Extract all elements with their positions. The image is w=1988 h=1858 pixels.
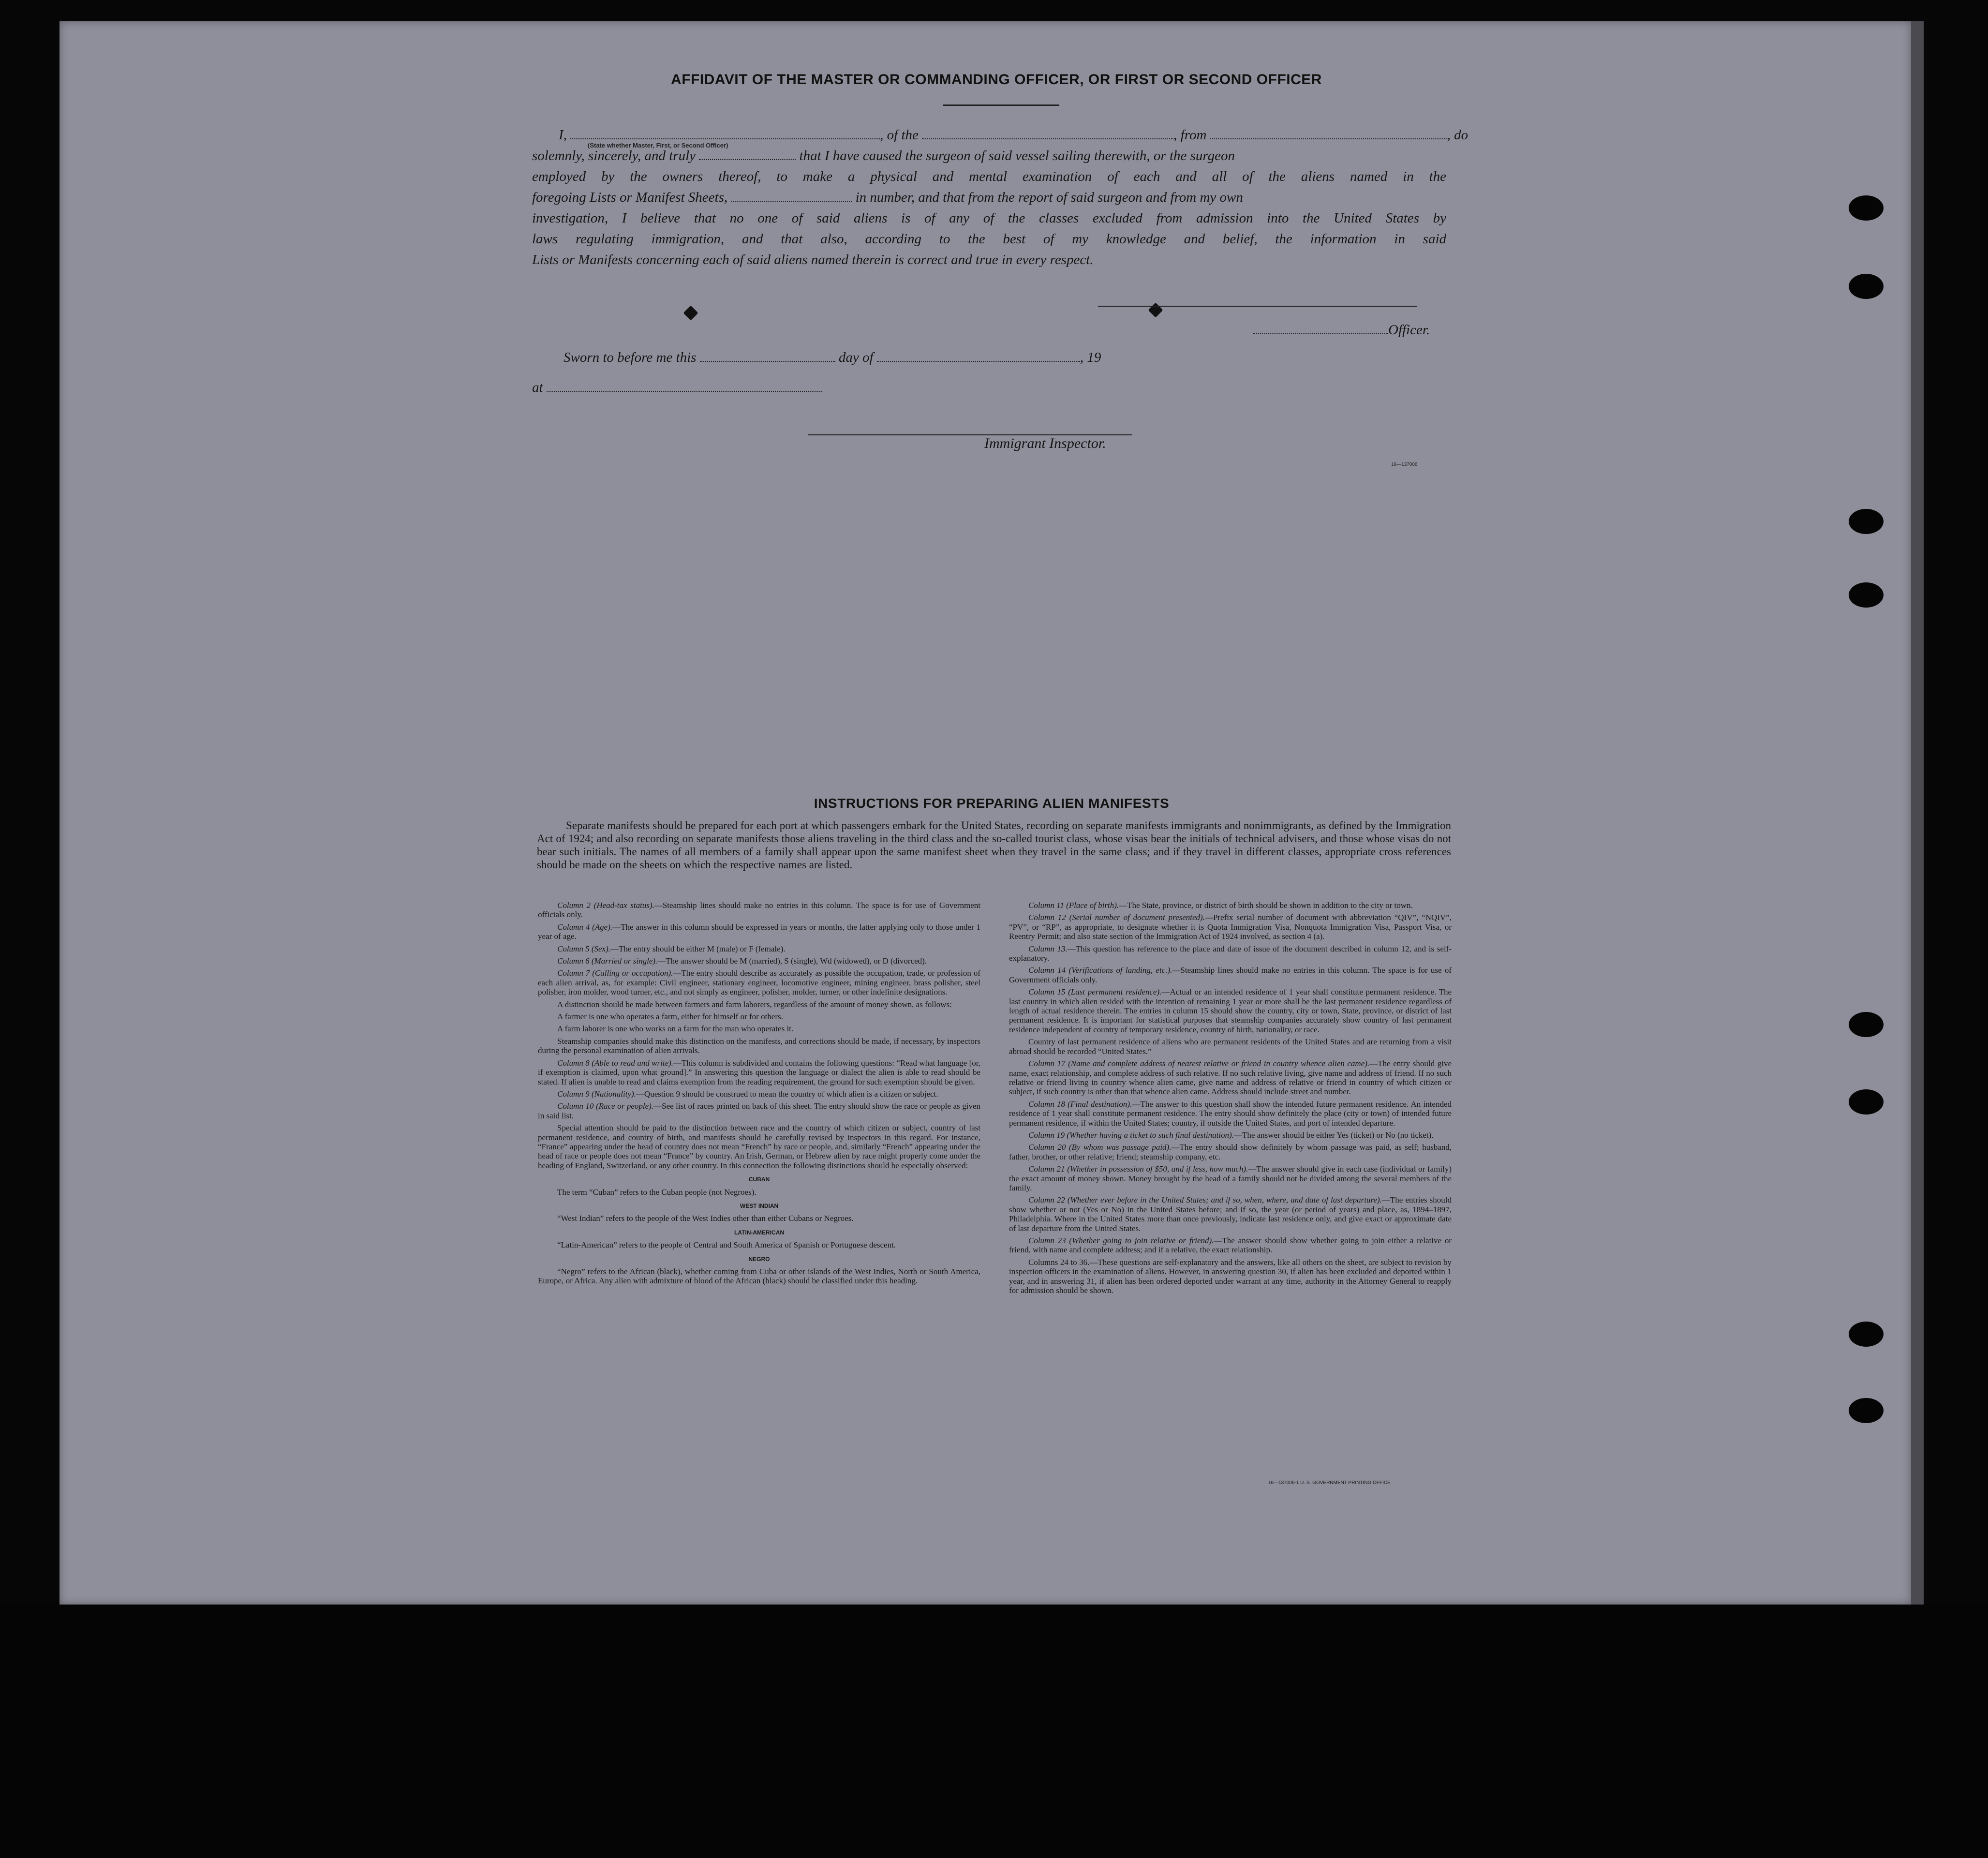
instruction-paragraph: Column 11 (Place of birth).—The State, province, or district of birth should be shown in addition to the city or town. xyxy=(1028,901,1413,910)
affidavit-line-4b: in number, and that from the report of said surgeon and from my own xyxy=(855,190,1243,205)
instruction-paragraph: Column 7 (Calling or occupation).—The entry should describe as accurately as possible the occupation, trade, or profession of each alien arrival, as, for example: Civil engineer, stationary engineer, locomotive engineer, mining engineer, brass polisher, steel polisher, iron molder, wood turner, etc., and not simply as engineer, polisher, molder, turner, or other indefinite designations. xyxy=(538,968,981,997)
instruction-paragraph: Column 2 (Head-tax status).—Steamship lines should make no entries in this column. The space is for use of Government officials only. xyxy=(538,901,981,920)
instruction-paragraph: A distinction should be made between farmers and farm laborers, regardless of the amount of money shown, as follows: xyxy=(557,999,952,1009)
affidavit-of-the: , of the xyxy=(880,127,919,143)
instructions-intro: Separate manifests should be prepared for each port at which passengers embark for the United States, recording on separate manifests immigrants and nonimmigrants, as defined by the Immigration Act of 1924; and also recording on separate manifests those aliens traveling in the third class and the so-called tourist class, whose visas bear the initials of technical advisers, and those whose visas do not bear such initials. The names of all members of a family shall appear upon the same manifest sheet when they travel in the same class; and if they travel in different classes, appropriate cross references should be made on the sheets on which the respective names are listed. xyxy=(537,819,1451,871)
affidavit-line-3: employed by the owners thereof, to make a physical and mental examination of each and all of the aliens named in the xyxy=(532,169,1446,184)
section-heading-cuban: CUBAN xyxy=(748,1176,770,1183)
section-heading-latin-american: LATIN-AMERICAN xyxy=(734,1229,785,1236)
instruction-paragraph: A farm laborer is one who works on a farm for the man who operates it. xyxy=(557,1024,794,1034)
instruction-paragraph: Column 5 (Sex).—The entry should be either M (male) or F (female). xyxy=(557,944,786,953)
sworn-place-blank[interactable] xyxy=(547,381,822,392)
instruction-paragraph: A farmer is one who operates a farm, either for himself or for others. xyxy=(557,1012,783,1022)
affidavit-line-5: investigation, I believe that no one of said aliens is of any of the classes excluded from admission into the United States by xyxy=(532,210,1446,226)
instructions-left-column xyxy=(538,901,980,1289)
punch-hole xyxy=(1849,1089,1884,1115)
sworn-month-blank[interactable] xyxy=(877,351,1080,362)
officer-rank-blank[interactable] xyxy=(570,129,880,139)
swear-blank[interactable] xyxy=(699,149,796,160)
instruction-paragraph: Column 9 (Nationality).—Question 9 should be construed to mean the country of which alien is a citizen or subject. xyxy=(557,1089,938,1099)
instruction-paragraph: Special attention should be paid to the distinction between race and the country of which citizen or subject, country of last permanent residence, and country of birth, and manifests should be carefully revised by inspectors in this regard. For instance, “France” appearing under the head of country does not mean “French” by race or people, and, similarly “French” appearing under the head of race or people does not mean “France” by country. An Irish, German, or Hebrew alien by race might properly come under the heading of England, Switzerland, or any other country. In this connection the following distinctions should be especially observed: xyxy=(538,1123,980,1170)
sheet-edge-shadow xyxy=(1911,21,1924,1605)
punch-hole xyxy=(1849,195,1884,221)
instruction-paragraph: Column 23 (Whether going to join relative or friend).—The answer should show whether going to join either a relative or friend, with name and complete address; and if a relative, the exact relationship. xyxy=(1009,1236,1452,1255)
affidavit-title: AFFIDAVIT OF THE MASTER OR COMMANDING OFFICER, OR FIRST OR SECOND OFFICER xyxy=(671,72,1322,88)
instruction-paragraph: “West Indian” refers to the people of the West Indies other than either Cubans or Negroes. xyxy=(557,1214,854,1223)
instruction-paragraph: Column 13.—This question has reference to the place and date of issue of the document described in column 12, and is self-explanatory. xyxy=(1009,944,1452,963)
punch-hole xyxy=(1849,1322,1884,1347)
instruction-paragraph: Column 19 (Whether having a ticket to such final destination).—The answer should be either Yes (ticket) or No (no ticket). xyxy=(1028,1130,1434,1140)
sworn-row xyxy=(564,350,1101,366)
instruction-paragraph: Column 6 (Married or single).—The answer should be M (married), S (single), Wd (widowed), or D (divorced). xyxy=(557,956,927,966)
affidavit-from: , from xyxy=(1173,127,1207,143)
instruction-paragraph: Column 8 (Able to read and write).—This column is subdivided and contains the following questions: “Read what language [or, if exemption is claimed, upon what ground].” In answering this question the language or dialect the alien is able to read should be stated. If alien is unable to read and claims exemption from the reading requirement, the ground for such exemption should be given. xyxy=(538,1058,981,1086)
instruction-paragraph: Column 20 (By whom was passage paid).—The entry should show definitely by whom passage was paid, as self; husband, father, brother, or other relative; friend; steamship company, etc. xyxy=(1009,1143,1452,1161)
instruction-paragraph: Column 10 (Race or people).—See list of races printed on back of this sheet. The entry should show the race or people as given in said list. xyxy=(538,1101,980,1120)
instruction-paragraph: Column 14 (Verifications of landing, etc.).—Steamship lines should make no entries in this column. The space is for use of Government officials only. xyxy=(1009,966,1452,984)
instruction-paragraph: Column 18 (Final destination).—The answer to this question shall show the intended future permanent residence. An intended residence of 1 year shall constitute permanent residence. The entry should show definitely the place (city or town) of intended future permanent residence, if within the United States; country, if outside the United States, and port of intended departure. xyxy=(1009,1099,1452,1128)
instruction-paragraph: Column 17 (Name and complete address of nearest relative or friend in country whence alien came).—The entry should give name, exact relationship, and complete address of such relative. If no such relative living, give name and address of friend. If no such relative or friend living in country whence alien came, give name and address of relative or friend in country of which citizen or subject, if such country is other than that whence alien came. Address should include street and number. xyxy=(1009,1059,1452,1097)
instructions-right-column xyxy=(1009,901,1452,1298)
instruction-paragraph: Steamship companies should make this distinction on the manifests, and corrections should be made, if necessary, by inspectors during the personal examination of alien arrivals. xyxy=(538,1036,980,1055)
instruction-paragraph: The term “Cuban” refers to the Cuban people (not Negroes). xyxy=(557,1187,757,1197)
punch-hole xyxy=(1849,274,1884,299)
scan-background xyxy=(0,1605,1988,1858)
instruction-paragraph: Country of last permanent residence of aliens who are permanent residents of the United States and are returning from a visit abroad should be recorded “United States.” xyxy=(1009,1037,1452,1056)
officer-rank-note: (State whether Master, First, or Second Officer) xyxy=(588,142,728,149)
affidavit-line-4 xyxy=(532,187,1446,208)
instruction-paragraph: Column 15 (Last permanent residence).—Actual or an intended residence of 1 year shall constitute permanent residence. The last country in which alien resided with the intention of remaining 1 year or more shall be the last permanent residence regardless of length of actual residence therein. The entries in column 15 should show the country, city or town, State, province, or district of last permanent residence. It is important for statistical purposes that steamship companies accurately show country of last permanent residence independent of country of temporary residence, country of birth, nationality, or race. xyxy=(1009,987,1452,1034)
instruction-paragraph: Column 4 (Age).—The answer in this column should be expressed in years or months, the latter applying only to those under 1 year of age. xyxy=(538,922,981,941)
at-row xyxy=(532,380,822,396)
affidavit-do: , do xyxy=(1447,127,1469,143)
section-heading-west-indian: WEST INDIAN xyxy=(740,1202,779,1209)
sworn-day-blank[interactable] xyxy=(700,351,835,362)
at-label: at xyxy=(532,380,543,395)
instruction-paragraph: Columns 24 to 36.—These questions are self-explanatory and the answers, like all others on the sheet, are subject to revision by inspection officers in the examination of aliens. However, in answering question 30, if alien has been excluded and deported within 1 year, and in answering 31, if alien has been ordered deported under warrant at any time, authority in the Attorney General to reapply for admission should be shown. xyxy=(1009,1257,1452,1295)
inspector-label: Immigrant Inspector. xyxy=(984,435,1106,451)
affidavit-line-2a: solemnly, sincerely, and truly xyxy=(532,148,696,164)
punch-hole xyxy=(1849,1012,1884,1037)
affidavit-line-4a: foregoing Lists or Manifest Sheets, xyxy=(532,190,728,205)
printing-office-code: 16—137006-1 U. S. GOVERNMENT PRINTING OFFICE xyxy=(1268,1480,1391,1486)
year-label: , 19 xyxy=(1080,350,1101,365)
affidavit-line-7: Lists or Manifests concerning each of said aliens named therein is correct and true in every respect. xyxy=(532,252,1094,268)
title-underline xyxy=(943,104,1059,106)
sworn-label: Sworn to before me this xyxy=(564,350,697,365)
form-code: 16—137006 xyxy=(1391,462,1418,467)
officer-signature-line[interactable] xyxy=(1098,306,1417,307)
port-from-blank[interactable] xyxy=(1210,129,1447,139)
affidavit-i: I, xyxy=(559,127,567,143)
instruction-paragraph: Column 21 (Whether in possession of $50, and if less, how much).—The answer should give in each case (individual or family) the exact amount of money shown. Money brought by the head of a family should not be divided among the several members of the family. xyxy=(1009,1164,1452,1192)
punch-hole xyxy=(1849,582,1884,608)
affidavit-line-2b: that I have caused the surgeon of said vessel sailing therewith, or the surgeon xyxy=(799,148,1235,164)
punch-hole xyxy=(1849,509,1884,534)
instructions-title: INSTRUCTIONS FOR PREPARING ALIEN MANIFESTS xyxy=(814,796,1170,811)
punch-hole xyxy=(1849,1398,1884,1423)
officer-label: Officer. xyxy=(1388,322,1430,338)
instruction-paragraph: “Negro” refers to the African (black), whether coming from Cuba or other islands of the West Indies, North or South America, Europe, or Africa. Any alien with admixture of blood of the African (black) should be classified under this heading. xyxy=(538,1267,980,1286)
instruction-paragraph: Column 22 (Whether ever before in the United States; and if so, when, where, and date of last departure).—The entries should show whether or not (Yes or No) in the United States before; and if so, the year (or period of years) and place, as, 1894–1897, Philadelphia. Where in the United States more than once previously, indicate last residence only, and give exact or approximate date of last departure from the United States. xyxy=(1009,1195,1452,1233)
officer-row xyxy=(1253,322,1430,338)
day-of-label: day of xyxy=(838,350,874,365)
vessel-name-blank[interactable] xyxy=(922,129,1173,139)
sheet-count-blank[interactable] xyxy=(731,191,852,202)
instruction-paragraph: “Latin-American” refers to the people of Central and South America of Spanish or Portuguese descent. xyxy=(557,1240,896,1250)
section-heading-negro: NEGRO xyxy=(748,1255,770,1263)
officer-name-blank[interactable] xyxy=(1253,324,1388,334)
instruction-paragraph: Column 12 (Serial number of document presented).—Prefix serial number of document with abbreviation “QIV”, “NQIV”, “PV”, or “RP”, as appropriate, to designate whether it is Quota Immigration Visa, Nonquota Immigration Visa, Passport Visa, or Reentry Permit; and also state section of the Immigration Act of 1924 involved, as section 4 (a). xyxy=(1009,913,1452,941)
affidavit-line-6: laws regulating immigration, and that also, according to the best of my knowledge and belief, the information in said xyxy=(532,231,1446,247)
